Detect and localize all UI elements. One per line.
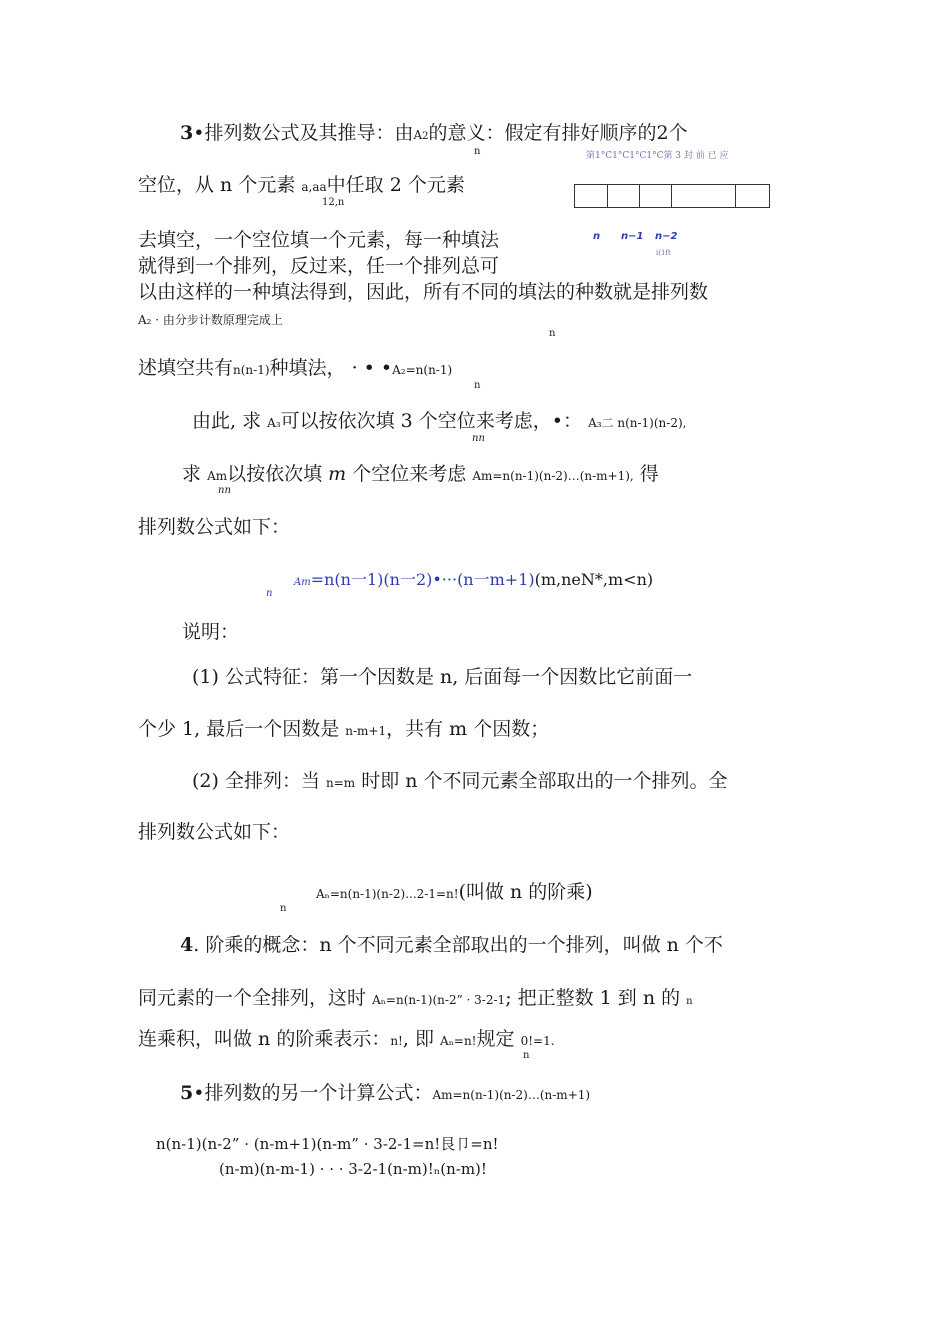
slot-4 (672, 185, 736, 207)
sec3-line7: 述填空共有n(n-1)种填法， · • •A₂=n(n-1) (138, 357, 453, 379)
sec5-fraction-bottom: (n-m)(n-m-1) · · · 3-2-1(n-m)!ₙ(n-m)! (219, 1160, 487, 1178)
elements-subscript: 12,n (322, 197, 345, 208)
slot-3 (640, 185, 672, 207)
sec3-line9: 求 Am以按依次填 m 个空位来考虑 Am=n(n-1)(n-2)…(n-m+1), 得 (182, 463, 659, 485)
sec3-line2: 空位，从 n 个元素 a,aa中任取 2 个元素 (138, 174, 465, 196)
formula1-subscript: n (266, 588, 273, 599)
slot-1 (575, 185, 608, 207)
sec4-line2: 同元素的一个全排列，这时 Aₙ=n(n-1)(n-2” · 3-2-1; 把正整数 1 到 n 的 n (138, 987, 693, 1009)
note-point1-cont: 个少 1, 最后一个因数是 n-m+1，共有 m 个因数； (138, 718, 550, 740)
sec3-line1: 3•排列数公式及其推导：由A2的意义：假定有排好顺序的2个 (180, 122, 688, 144)
permutation-formula: Am=n(n一1)(n一2)•···(n一m+1)(m,neN*,m<n) (294, 570, 654, 589)
sec4-number: 4 (180, 934, 194, 956)
factorial-formula: Aₙ=n(n-1)(n-2)...2-1=n!(叫做 n 的阶乘) (316, 881, 593, 903)
slot-2 (608, 185, 641, 207)
sec3-line4: 就得到一个排列，反过来，任一个排列总可 (138, 255, 500, 277)
sec3-line8: 由此, 求 A₃可以按依次填 3 个空位来考虑，•： A₃二 n(n-1)(n-2), (192, 410, 687, 432)
line8-subscript: nn (472, 433, 485, 444)
sec3-line6: A₂ · 由分步计数原理完成上 (138, 313, 283, 327)
note-point1: (1) 公式特征：第一个因数是 n, 后面每一个因数比它前面一 (192, 666, 693, 688)
note-point2: (2) 全排列：当 n=m 时即 n 个不同元素全部取出的一个排列。全 (192, 770, 728, 792)
slot-label-n-1: n−1 (621, 231, 644, 242)
slot-5 (736, 185, 769, 207)
sec3-line3: 去填空，一个空位填一个元素，每一种填法 (138, 229, 500, 251)
slot-faint-sub: i(1ft (656, 249, 671, 257)
line9-subscript: nn (218, 485, 231, 496)
a2-subscript: n (474, 146, 481, 157)
slot-boxes (574, 184, 770, 208)
a2-symbol: A (413, 128, 423, 142)
line6-subscript: n (549, 328, 556, 339)
sec5-number: 5 (180, 1082, 194, 1104)
sec5-fraction-top: n(n-1)(n-2” · (n-m+1)(n-m” · 3-2-1=n!艮卩=n! (156, 1135, 499, 1153)
sec4-line3: 连乘积，叫做 n 的阶乘表示：n!, 即 Aₙ=n!规定 0!=1. (138, 1028, 555, 1050)
sec3-line5: 以由这样的一种填法得到，因此，所有不同的填法的种数就是排列数 (138, 281, 709, 303)
sec3-line10: 排列数公式如下： (138, 516, 291, 538)
formula2-subscript: n (280, 903, 287, 914)
line7-subscript: n (474, 380, 481, 391)
note-title: 说明： (182, 621, 240, 643)
sec3-number: 3 (180, 122, 194, 144)
slot-label-n: n (593, 231, 601, 242)
sec4-line1: 4. 阶乘的概念：n 个不同元素全部取出的一个排列，叫做 n 个不 (180, 934, 723, 956)
note-point2-cont: 排列数公式如下： (138, 821, 291, 843)
sec5-line1: 5•排列数的另一个计算公式：Am=n(n-1)(n-2)…(n-m+1) (180, 1082, 591, 1104)
sec4-subscript: n (523, 1050, 530, 1061)
faint-caption: 第1°C1°C1°C1°C第 3 封 前 已 应 (586, 151, 729, 161)
slot-label-n-2: n−2 (655, 231, 678, 242)
